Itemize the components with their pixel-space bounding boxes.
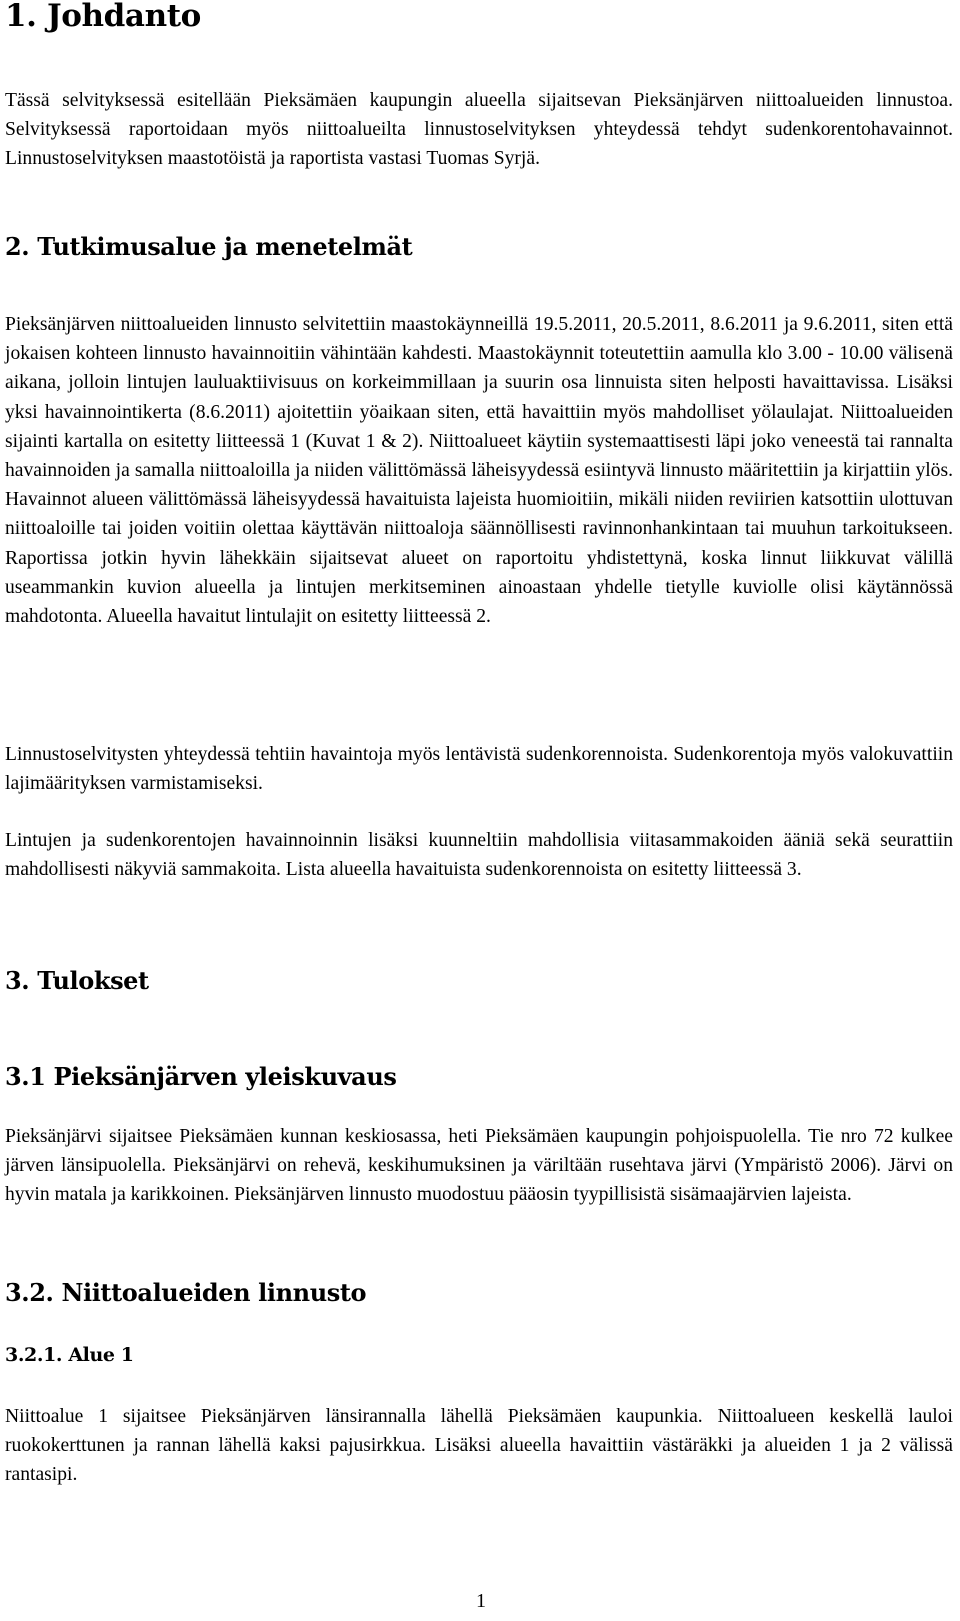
section-heading-results: 3. Tulokset xyxy=(5,966,149,995)
paragraph-methods-2: Linnustoselvitysten yhteydessä tehtiin havaintoja myös lentävistä sudenkorennoista. Sudenkorentoja myös valokuvattiin lajimäärityksen varmistamiseksi. xyxy=(5,744,953,795)
document-page xyxy=(5,0,957,1621)
subsubsection-heading-area1: 3.2.1. Alue 1 xyxy=(5,1344,134,1366)
paragraph-overview: Pieksänjärvi sijaitsee Pieksämäen kunnan keskiosassa, heti Pieksämäen kaupungin pohjoispuolella. Tie nro 72 kulkee järven länsipuolella. Pieksänjärvi on rehevä, keskihumuksinen ja väriltään rusehtava järvi (Ympäristö 2006). Järvi on hyvin matala ja karikkoinen. Pieksänjärven linnusto muodostuu pääosin tyypillisistä sisämaajärvien lajeista. xyxy=(5,1126,953,1206)
paragraph-methods-1: Pieksänjärven niittoalueiden linnusto selvitettiin maastokäynneillä 19.5.2011, 20.5.2011, 8.6.2011 ja 9.6.2011, siten että jokaisen kohteen linnusto havainnoitiin vähintään kahdesti. Maastokäynnit toteutettiin aamulla klo 3.00 - 10.00 välisenä aikana, jolloin lintujen lauluaktiivisuus on korkeimmillaan ja suurin osa linnuista siten helposti havaittavissa. Lisäksi yksi havainnointikerta (8.6.2011) ajoitettiin yöaikaan siten, että havaittiin myös mahdolliset yölaulajat. Niittoalueiden sijainti kartalla on esitetty liitteessä 1 (Kuvat 1 & 2). Niittoalueet käytiin systemaattisesti läpi joko veneestä tai rannalta havainnoiden ja samalla niittoaloilla ja niiden välittömässä läheisyydessä esiintyvä linnusto määritettiin ja kirjattiin ylös. Havainnot alueen välittömässä läheisyydessä havaituista lajeista huomioitiin, mikäli niiden reviirien katsottiin ulottuvan niittoaloille tai joiden voitiin olettaa käyttävän niittoaloja säännöllisesti ravinnonhankintaan tai muuhun tarkoitukseen. Raportissa jotkin hyvin lähekkäin sijaitsevat alueet on raportoitu yhdistettynä, koska linnut liikkuvat välillä useammankin kuvion alueella ja lintujen merkitseminen ainoastaan yhdelle tietylle kuviolle olisi käytännössä mahdotonta. Alueella havaitut lintulajit on esitetty liitteessä 2. xyxy=(5,314,953,628)
page-number: 1 xyxy=(476,1590,486,1612)
subsection-heading-birds: 3.2. Niittoalueiden linnusto xyxy=(5,1278,367,1307)
paragraph-intro: Tässä selvityksessä esitellään Pieksämäen kaupungin alueella sijaitsevan Pieksänjärven niittoalueiden linnustoa. Selvityksessä raportoidaan myös niittoalueilta linnustoselvityksen yhteydessä tehdyt sudenkorentohavainnot. Linnustoselvityksen maastotöistä ja raportista vastasi Tuomas Syrjä. xyxy=(5,90,953,170)
subsection-heading-overview: 3.1 Pieksänjärven yleiskuvaus xyxy=(5,1062,397,1091)
section-heading-methods: 2. Tutkimusalue ja menetelmät xyxy=(5,232,413,261)
section-heading-intro: 1. Johdanto xyxy=(5,0,201,34)
paragraph-area1: Niittoalue 1 sijaitsee Pieksänjärven länsirannalla lähellä Pieksämäen kaupunkia. Niittoalueen keskellä lauloi ruokokerttunen ja rannan lähellä kaksi pajusirkkua. Lisäksi alueella havaittiin västäräkki ja alueiden 1 ja 2 välissä rantasipi. xyxy=(5,1406,953,1486)
paragraph-methods-3: Lintujen ja sudenkorentojen havainnoinnin lisäksi kuunneltiin mahdollisia viitasammakoiden ääniä sekä seurattiin mahdollisesti näkyviä sammakoita. Lista alueella havaituista sudenkorennoista on esitetty liitteessä 3. xyxy=(5,830,953,881)
